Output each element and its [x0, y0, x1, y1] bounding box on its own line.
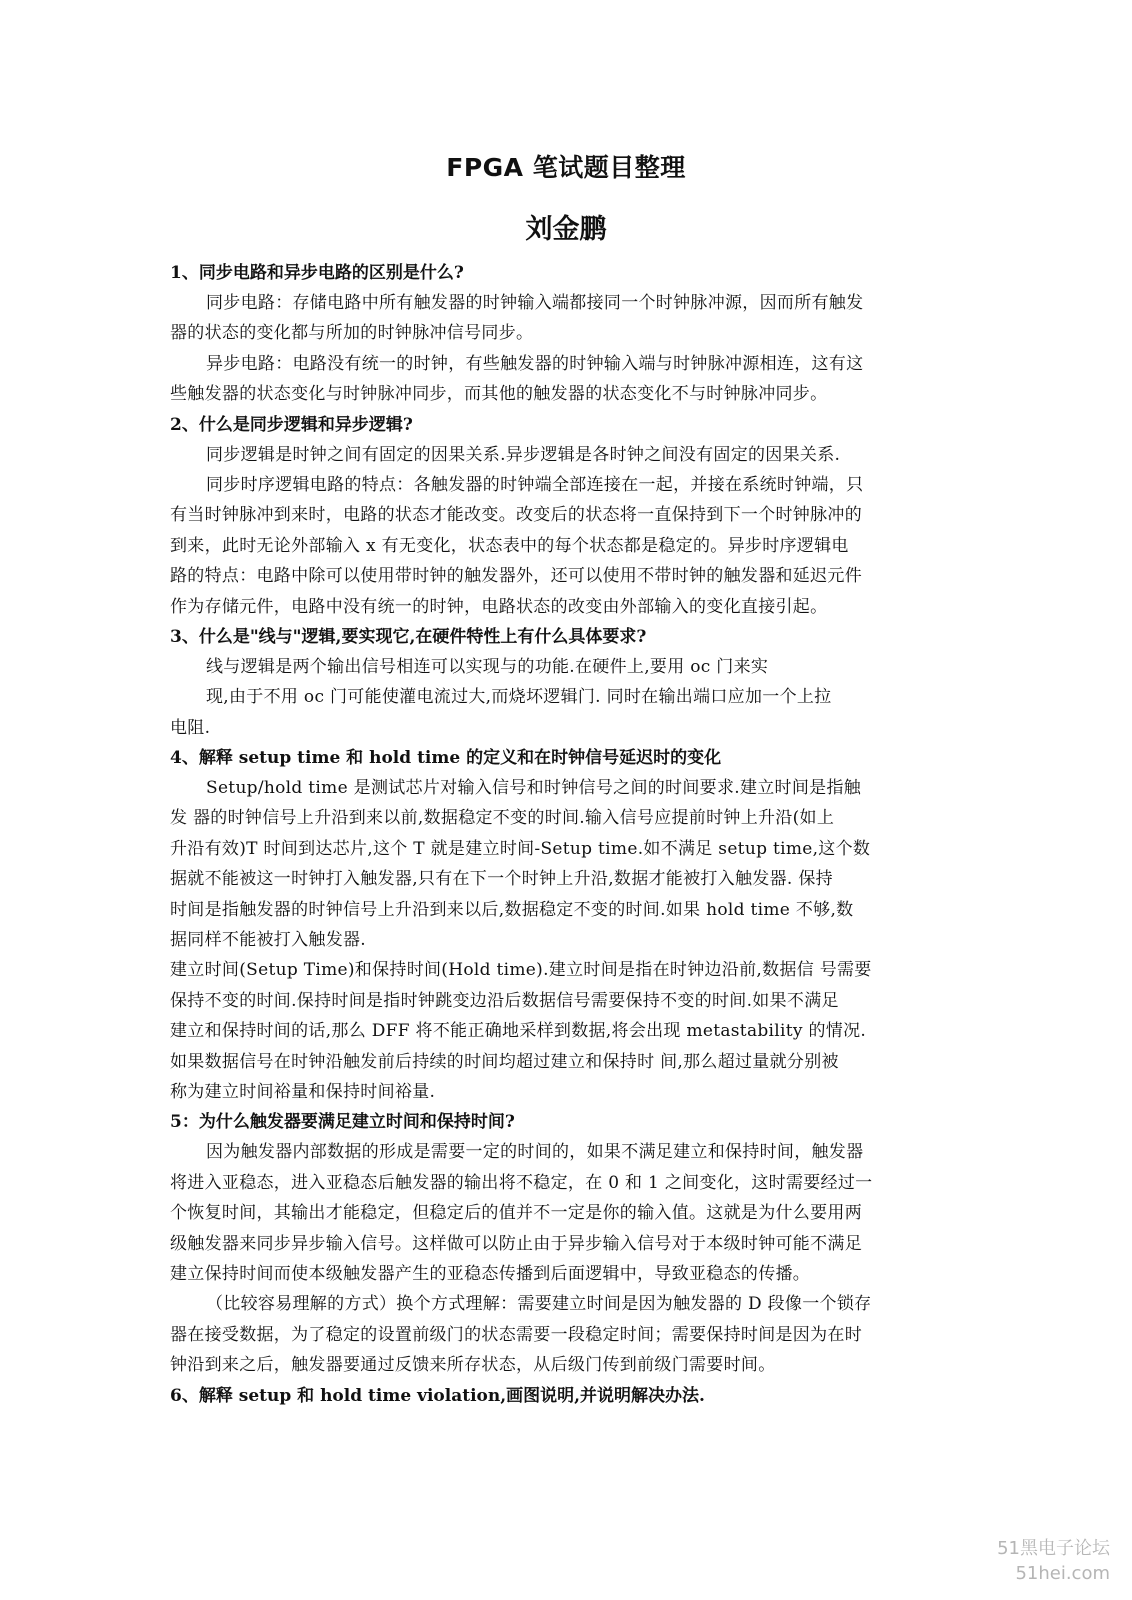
paragraph-line: 到来，此时无论外部输入 x 有无变化，状态表中的每个状态都是稳定的。异步时序逻辑电: [170, 535, 849, 556]
paragraph-line: 发 器的时钟信号上升沿到来以前,数据稳定不变的时间.输入信号应提前时钟上升沿(如上: [170, 808, 835, 829]
paragraph-line: 有当时钟脉冲到来时，电路的状态才能改变。改变后的状态将一直保持到下一个时钟脉冲的: [170, 505, 862, 526]
paragraph-line: 级触发器来同步异步输入信号。这样做可以防止由于异步输入信号对于本级时钟可能不满足: [170, 1233, 862, 1254]
paragraph-line: （比较容易理解的方式）换个方式理解：需要建立时间是因为触发器的 D 段像一个锁存: [206, 1294, 872, 1315]
section-heading: 3、什么是"线与"逻辑,要实现它,在硬件特性上有什么具体要求?: [170, 626, 647, 647]
paragraph-line: 建立时间(Setup Time)和保持时间(Hold time).建立时间是指在时钟边沿前,数据信 号需要: [170, 960, 872, 981]
paragraph-line: 升沿有效)T 时间到达芯片,这个 T 就是建立时间-Setup time.如不满足 setup time,这个数: [170, 838, 871, 859]
paragraph-line: 线与逻辑是两个输出信号相连可以实现与的功能.在硬件上,要用 oc 门来实: [206, 656, 769, 677]
paragraph-line: 异步电路：电路没有统一的时钟，有些触发器的时钟输入端与时钟脉冲源相连，这有这: [206, 353, 864, 374]
paragraph-line: 个恢复时间，其输出才能稳定，但稳定后的值并不一定是你的输入值。这就是为什么要用两: [170, 1203, 862, 1224]
paragraph-line: 称为建立时间裕量和保持时间裕量.: [170, 1081, 436, 1102]
paragraph-line: 现,由于不用 oc 门可能使灌电流过大,而烧坏逻辑门. 同时在输出端口应加一个上拉: [206, 687, 832, 708]
page-title: FPGA 笔试题目整理: [446, 153, 686, 182]
paragraph-line: 据同样不能被打入触发器.: [170, 930, 367, 951]
section-heading: 6、解释 setup 和 hold time violation,画图说明,并说明解决办法.: [170, 1385, 705, 1406]
document-body: [170, 258, 960, 1411]
section-heading: 4、解释 setup time 和 hold time 的定义和在时钟信号延迟时的变化: [170, 748, 722, 769]
paragraph-line: 同步电路：存储电路中所有触发器的时钟输入端都接同一个时钟脉冲源，因而所有触发: [206, 293, 864, 313]
paragraph-line: 器在接受数据，为了稳定的设置前级门的状态需要一段稳定时间；需要保持时间是因为在时: [170, 1324, 862, 1345]
paragraph-line: 据就不能被这一时钟打入触发器,只有在下一个时钟上升沿,数据才能被打入触发器. 保持: [170, 869, 833, 890]
paragraph-line: 同步时序逻辑电路的特点：各触发器的时钟端全部连接在一起，并接在系统时钟端，只: [206, 474, 864, 495]
watermark-line-1: 51黑电子论坛: [997, 1538, 1110, 1559]
paragraph-line: 建立保持时间而使本级触发器产生的亚稳态传播到后面逻辑中，导致亚稳态的传播。: [170, 1263, 811, 1284]
section-heading: 1、同步电路和异步电路的区别是什么?: [170, 263, 464, 283]
section-heading: 2、什么是同步逻辑和异步逻辑?: [170, 414, 413, 435]
paragraph-line: 如果数据信号在时钟沿触发前后持续的时间均超过建立和保持时 间,那么超过量就分别被: [170, 1051, 839, 1072]
paragraph-line: 路的特点：电路中除可以使用带时钟的触发器外，还可以使用不带时钟的触发器和延迟元件: [170, 566, 862, 587]
paragraph-line: 同步逻辑是时钟之间有固定的因果关系.异步逻辑是各时钟之间没有固定的因果关系.: [206, 444, 841, 465]
paragraph-line: 保持不变的时间.保持时间是指时钟跳变边沿后数据信号需要保持不变的时间.如果不满足: [170, 990, 839, 1011]
paragraph-line: 钟沿到来之后，触发器要通过反馈来所存状态，从后级门传到前级门需要时间。: [170, 1355, 776, 1376]
paragraph-line: 电阻.: [170, 717, 211, 738]
paragraph-line: 作为存储元件，电路中没有统一的时钟，电路状态的改变由外部输入的变化直接引起。: [170, 596, 828, 617]
paragraph-line: 器的状态的变化都与所加的时钟脉冲信号同步。: [170, 323, 534, 344]
paragraph-line: 些触发器的状态变化与时钟脉冲同步，而其他的触发器的状态变化不与时钟脉冲同步。: [170, 384, 828, 405]
section-heading: 5：为什么触发器要满足建立时间和保持时间?: [170, 1112, 515, 1133]
watermark: [997, 1536, 1110, 1586]
watermark-line-2: 51hei.com: [1015, 1563, 1110, 1584]
paragraph-line: Setup/hold time 是测试芯片对输入信号和时钟信号之间的时间要求.建立时间是指触: [206, 778, 862, 799]
paragraph-line: 将进入亚稳态，进入亚稳态后触发器的输出将不稳定，在 0 和 1 之间变化，这时需要经过一: [170, 1172, 873, 1193]
author-name: 刘金鹏: [525, 214, 607, 245]
paragraph-line: 因为触发器内部数据的形成是需要一定的时间的，如果不满足建立和保持时间，触发器: [206, 1142, 864, 1163]
paragraph-line: 建立和保持时间的话,那么 DFF 将不能正确地采样到数据,将会出现 metastability 的情况.: [170, 1021, 867, 1042]
paragraph-line: 时间是指触发器的时钟信号上升沿到来以后,数据稳定不变的时间.如果 hold time 不够,数: [170, 899, 854, 920]
